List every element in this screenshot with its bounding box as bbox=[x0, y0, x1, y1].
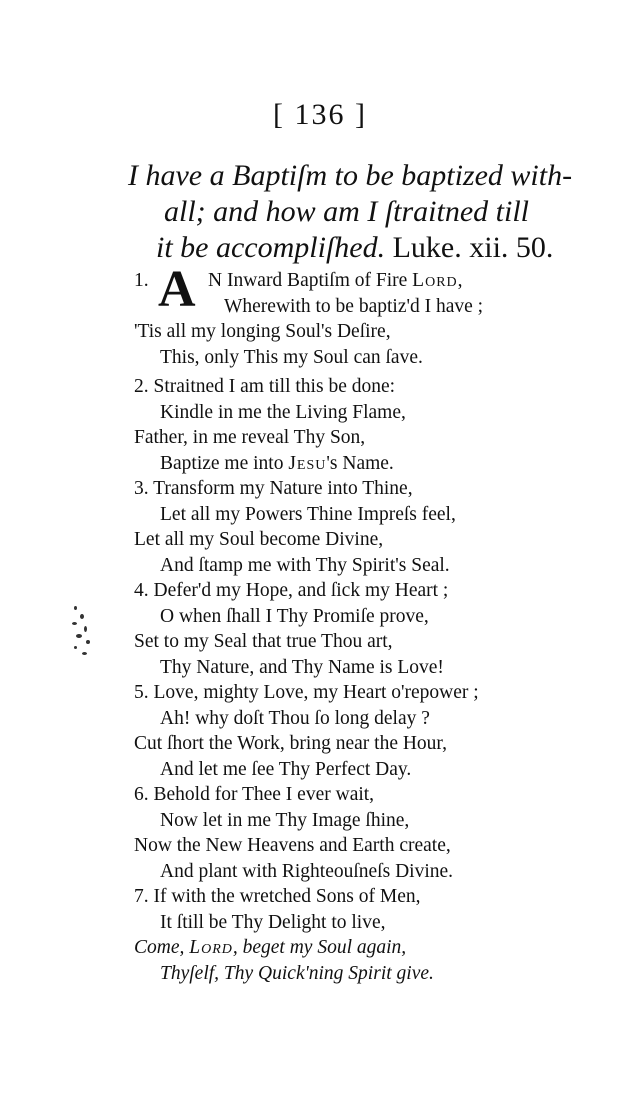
stanza-line-text: 's Name. bbox=[326, 452, 394, 474]
stanza-line: Father, in me reveal Thy Son, bbox=[134, 427, 366, 448]
stanza-line-text: Love, mighty Love, my Heart o'repower ; bbox=[153, 682, 479, 703]
stanza-line bbox=[134, 476, 554, 502]
stanza-line-text: , beget my Soul again, bbox=[232, 937, 407, 958]
stanza-2 bbox=[134, 374, 554, 476]
stanza-line: It ſtill be Thy Delight to live, bbox=[160, 911, 386, 933]
stanza-number: 7. bbox=[134, 886, 149, 907]
stanza-line: Thy Nature, and Thy Name is Love! bbox=[160, 656, 444, 678]
stanza-line: 'Tis all my longing Soul's Deſire, bbox=[134, 321, 391, 342]
stanza-line: Thyſelf, Thy Quick'ning Spirit give. bbox=[160, 962, 434, 984]
stanza-number: 2. bbox=[134, 376, 149, 397]
stanza-line: Now the New Heavens and Earth create, bbox=[134, 835, 451, 856]
stanza-number: 3. bbox=[134, 478, 149, 499]
stanza-line-text: Transform my Nature into Thine, bbox=[153, 478, 413, 499]
hymn-title bbox=[128, 158, 573, 266]
stanza-number: 4. bbox=[134, 580, 149, 601]
stanza-line: Cut ſhort the Work, bring near the Hour, bbox=[134, 733, 448, 754]
stanza-7 bbox=[134, 884, 554, 986]
stanza-line-text: Defer'd my Hope, and ſick my Heart ; bbox=[153, 580, 449, 601]
stanza-line: And ſtamp me with Thy Spirit's Seal. bbox=[160, 554, 450, 576]
stanza-line: And let me ſee Thy Perfect Day. bbox=[160, 758, 412, 780]
title-line-1: I have a Baptiſm to be baptized with- bbox=[128, 159, 573, 192]
scripture-reference: Luke. xii. 50. bbox=[392, 231, 554, 264]
stanza-line: Kindle in me the Living Flame, bbox=[160, 401, 406, 423]
drop-cap: A bbox=[158, 261, 196, 318]
lord-small-caps: Lord bbox=[189, 937, 233, 958]
stanza-line bbox=[134, 935, 554, 961]
stanza-line-text: Come, bbox=[134, 937, 190, 958]
stanza-line bbox=[134, 578, 554, 604]
stanza-line bbox=[134, 782, 554, 808]
lord-small-caps: Lord, bbox=[412, 270, 464, 291]
stanza-line: This, only This my Soul can ſave. bbox=[160, 346, 423, 368]
stanza-line-text: Baptize me into bbox=[160, 452, 289, 474]
stanza-line: Let all my Powers Thine Impreſs feel, bbox=[160, 503, 456, 525]
stanza-4 bbox=[134, 578, 554, 680]
stanza-line-text: N Inward Baptiſm of Fire bbox=[208, 270, 413, 291]
title-line-3-text: it be accompliſhed. bbox=[156, 231, 386, 264]
stanza-line bbox=[134, 884, 554, 910]
stanza-6 bbox=[134, 782, 554, 884]
stanza-line: Set to my Seal that true Thou art, bbox=[134, 631, 393, 652]
stanza-line: Now let in me Thy Image ſhine, bbox=[160, 809, 410, 831]
stanza-line bbox=[134, 451, 554, 477]
stanza-line: And plant with Righteouſneſs Divine. bbox=[160, 860, 454, 882]
stanza-line: O when ſhall I Thy Promiſe prove, bbox=[160, 605, 429, 627]
stanza-line: Let all my Soul become Divine, bbox=[134, 529, 384, 550]
stanza-number: 1. bbox=[134, 270, 149, 291]
page-number: [ 136 ] bbox=[273, 98, 367, 131]
stanza-number: 6. bbox=[134, 784, 149, 805]
stanza-3 bbox=[134, 476, 554, 578]
stanza-number: 5. bbox=[134, 682, 149, 703]
title-line-2: all; and how am I ſtraitned till bbox=[164, 195, 529, 228]
stanza-line bbox=[134, 680, 554, 706]
stanza-line: Wherewith to be baptiz'd I have ; bbox=[224, 295, 484, 317]
stanza-line: Ah! why doſt Thou ſo long delay ? bbox=[160, 707, 430, 729]
stanza-1 bbox=[134, 261, 554, 370]
jesu-small-caps: Jesu bbox=[288, 452, 327, 474]
stanza-5 bbox=[134, 680, 554, 782]
stanza-line-text: Straitned I am till this be done: bbox=[153, 376, 396, 397]
stanza-line bbox=[134, 374, 554, 400]
margin-ink-specks bbox=[66, 604, 100, 664]
stanza-line-text: If with the wretched Sons of Men, bbox=[153, 886, 421, 907]
stanza-line-text: Behold for Thee I ever wait, bbox=[153, 784, 375, 805]
